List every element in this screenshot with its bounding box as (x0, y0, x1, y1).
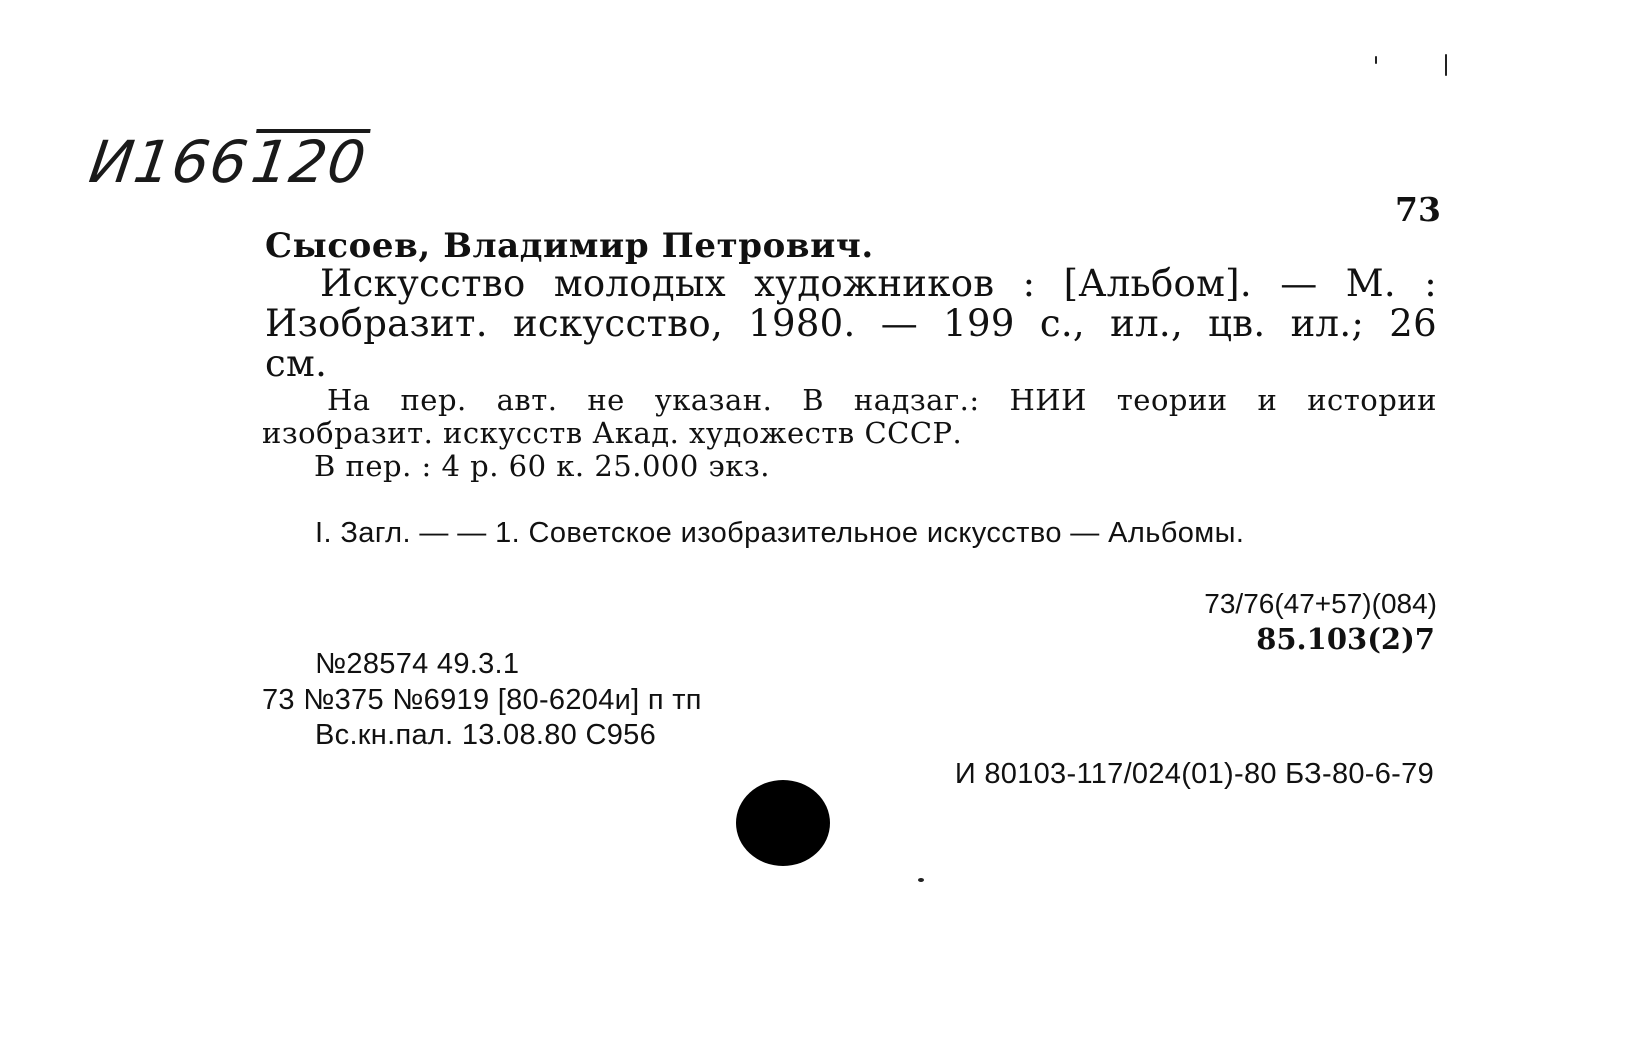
ink-speck (918, 878, 924, 882)
udc-index: 73/76(47+57)(084) (1204, 588, 1437, 619)
punch-hole (736, 780, 830, 866)
note-line: На пер. авт. не указан. В надзаг.: НИИ теории и истории (327, 383, 1437, 417)
title-description (265, 264, 1437, 384)
notes (262, 384, 1437, 483)
production-line: №28574 49.3.1 (315, 648, 520, 680)
ink-speck (1445, 54, 1447, 76)
title-line: Изобразит. искусство, 1980. — 199 с., ил., цв. ил.; 26 (265, 302, 1437, 345)
price-line: В пер. : 4 р. 60 к. 25.000 экз. (314, 449, 770, 483)
bbk-index: 85.103(2)7 (1256, 622, 1435, 656)
title-line: Искусство молодых художников : [Альбом]. — М. : (320, 262, 1437, 305)
handwritten-fraction: 120 (247, 128, 371, 196)
production-line: 73 №375 №6919 [80-6204и] п тп (262, 684, 702, 716)
publisher-code: И 80103-117/024(01)-80 БЗ-80-6-79 (954, 758, 1434, 790)
note-line: изобразит. искусств Акад. художеств СССР. (262, 416, 963, 450)
subject-tracing: I. Загл. — — 1. Советское изобразительное искусство — Альбомы. (315, 517, 1245, 549)
card-number: 73 (1395, 190, 1441, 229)
handwritten-mark: И166 (85, 128, 253, 196)
ink-speck (1375, 56, 1377, 64)
title-line: см. (265, 342, 328, 385)
production-line: Вс.кн.пал. 13.08.80 С956 (315, 719, 656, 751)
handwritten-shelf-mark (85, 128, 370, 196)
author-heading: Сысоев, Владимир Петрович. (265, 226, 874, 266)
